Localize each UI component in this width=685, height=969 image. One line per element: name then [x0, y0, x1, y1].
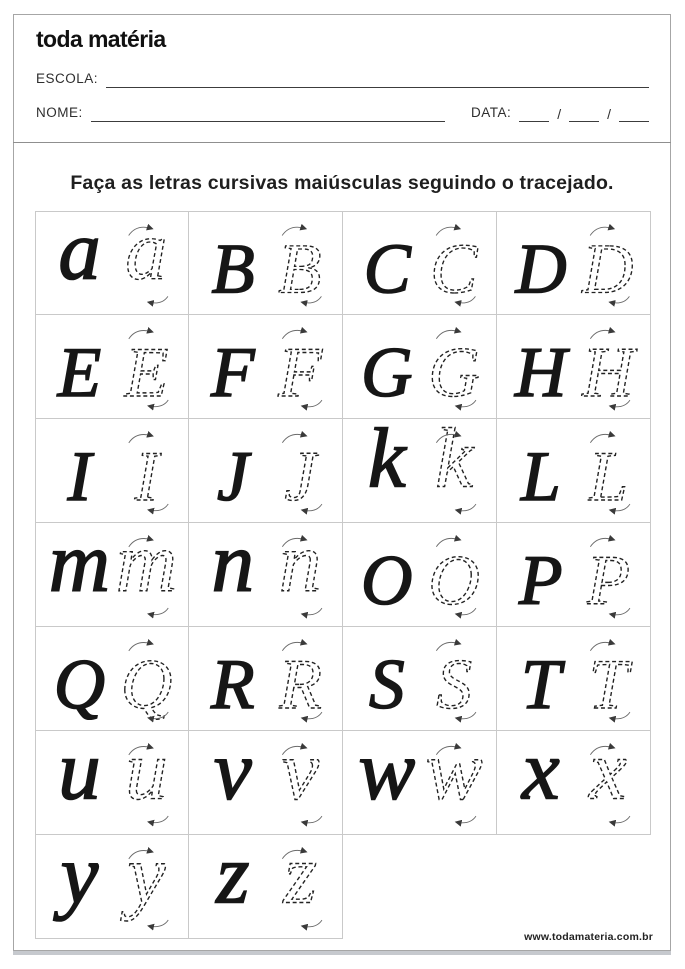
dashed-trace-letter: v [281, 731, 320, 818]
solid-letter: T [520, 645, 561, 725]
dashed-trace-letter: G [428, 333, 480, 413]
letters-grid-row [35, 731, 651, 835]
letters-grid-row [35, 211, 651, 315]
dashed-trace-letter: H [582, 333, 634, 413]
letters-grid-row [35, 419, 651, 523]
solid-letter: u [58, 731, 101, 818]
solid-letter: B [211, 230, 255, 309]
letter-cell-j [189, 419, 343, 523]
escola-label: ESCOLA: [36, 71, 99, 86]
solid-letter: n [211, 523, 255, 610]
date-separator: / [607, 105, 611, 122]
dashed-trace-letter: I [134, 438, 159, 517]
solid-letter: k [367, 419, 406, 506]
dashed-trace-letter: J [284, 437, 316, 517]
nome-label: NOME: [36, 105, 83, 120]
solid-letter: v [213, 731, 252, 818]
dashed-trace-letter: E [124, 334, 169, 413]
letter-cell-y [35, 835, 189, 939]
worksheet-page [13, 14, 671, 951]
worksheet-title: Faça as letras cursivas maiúsculas seguindo o tracejado. [70, 172, 614, 194]
letters-grid-row [35, 315, 651, 419]
solid-letter: R [211, 645, 255, 725]
dashed-trace-letter: z [283, 835, 317, 922]
solid-letter: m [48, 523, 111, 610]
dashed-trace-letter: T [588, 645, 628, 725]
letter-cell-a [35, 211, 189, 315]
dashed-trace-letter: w [425, 731, 483, 818]
letter-cell-d [497, 211, 651, 315]
letter-cell-b [189, 211, 343, 315]
solid-letter: x [521, 731, 560, 818]
solid-letter: G [361, 333, 413, 413]
letter-cell-x [497, 731, 651, 835]
solid-letter: H [515, 333, 567, 413]
solid-letter: D [515, 230, 567, 309]
letter-cell-r [189, 627, 343, 731]
letter-cell-s [343, 627, 497, 731]
letter-cell-m [35, 523, 189, 627]
header-divider [13, 142, 671, 143]
letter-cell-f [189, 315, 343, 419]
solid-letter: C [363, 230, 411, 309]
letter-cell-u [35, 731, 189, 835]
letter-cell-n [189, 523, 343, 627]
solid-letter: J [216, 437, 249, 517]
letter-cell-q [35, 627, 189, 731]
nome-data-field-row [36, 106, 649, 122]
letter-cell-l [497, 419, 651, 523]
letters-grid [35, 211, 651, 939]
dashed-trace-letter: L [588, 437, 628, 517]
data-day-write-line [519, 109, 549, 122]
letter-cell-t [497, 627, 651, 731]
solid-letter: w [358, 731, 416, 818]
data-label: DATA: [470, 105, 512, 120]
escola-field-row [36, 72, 649, 88]
nome-write-line [91, 109, 445, 122]
dashed-trace-letter: Q [120, 646, 173, 725]
dashed-trace-letter: O [428, 541, 480, 621]
data-month-write-line [569, 109, 599, 122]
letter-cell-v [189, 731, 343, 835]
dashed-trace-letter: n [278, 523, 322, 610]
dashed-trace-letter: P [586, 541, 630, 621]
dashed-trace-letter: R [278, 645, 322, 725]
letter-cell-o [343, 523, 497, 627]
solid-letter: y [60, 835, 99, 922]
letter-cell-w [343, 731, 497, 835]
solid-letter: a [58, 212, 101, 298]
letter-cell-p [497, 523, 651, 627]
letter-cell-i [35, 419, 189, 523]
dashed-trace-letter: B [278, 230, 322, 309]
data-year-write-line [619, 109, 649, 122]
footer-url: www.todamateria.com.br [524, 931, 653, 943]
dashed-trace-letter: D [582, 230, 634, 309]
date-separator: / [557, 105, 562, 122]
letter-cell-h [497, 315, 651, 419]
letter-cell-c [343, 211, 497, 315]
dashed-trace-letter: F [278, 333, 322, 413]
letters-grid-row [35, 523, 651, 627]
solid-letter: L [520, 437, 561, 517]
dashed-trace-letter: u [125, 731, 168, 818]
dashed-trace-letter: a [125, 212, 168, 298]
solid-letter: I [67, 438, 92, 517]
toda-materia-logo: toda matéria [36, 26, 166, 52]
letter-cell-k [343, 419, 497, 523]
solid-letter: z [216, 835, 250, 922]
dashed-trace-letter: k [435, 419, 474, 506]
escola-write-line [106, 75, 649, 88]
letters-grid-row [35, 627, 651, 731]
letter-cell-e [35, 315, 189, 419]
letter-cell-g [343, 315, 497, 419]
solid-letter: Q [53, 646, 106, 725]
dashed-trace-letter: S [436, 645, 472, 725]
letters-grid-row [35, 835, 651, 939]
solid-letter: E [57, 334, 102, 413]
dashed-trace-letter: m [115, 523, 178, 610]
dashed-trace-letter: x [589, 731, 628, 818]
solid-letter: O [361, 541, 413, 621]
solid-letter: P [519, 541, 563, 621]
solid-letter: S [368, 645, 405, 725]
solid-letter: F [211, 333, 255, 413]
dashed-trace-letter: C [430, 230, 478, 309]
dashed-trace-letter: y [127, 835, 166, 922]
letter-cell-z [189, 835, 343, 939]
